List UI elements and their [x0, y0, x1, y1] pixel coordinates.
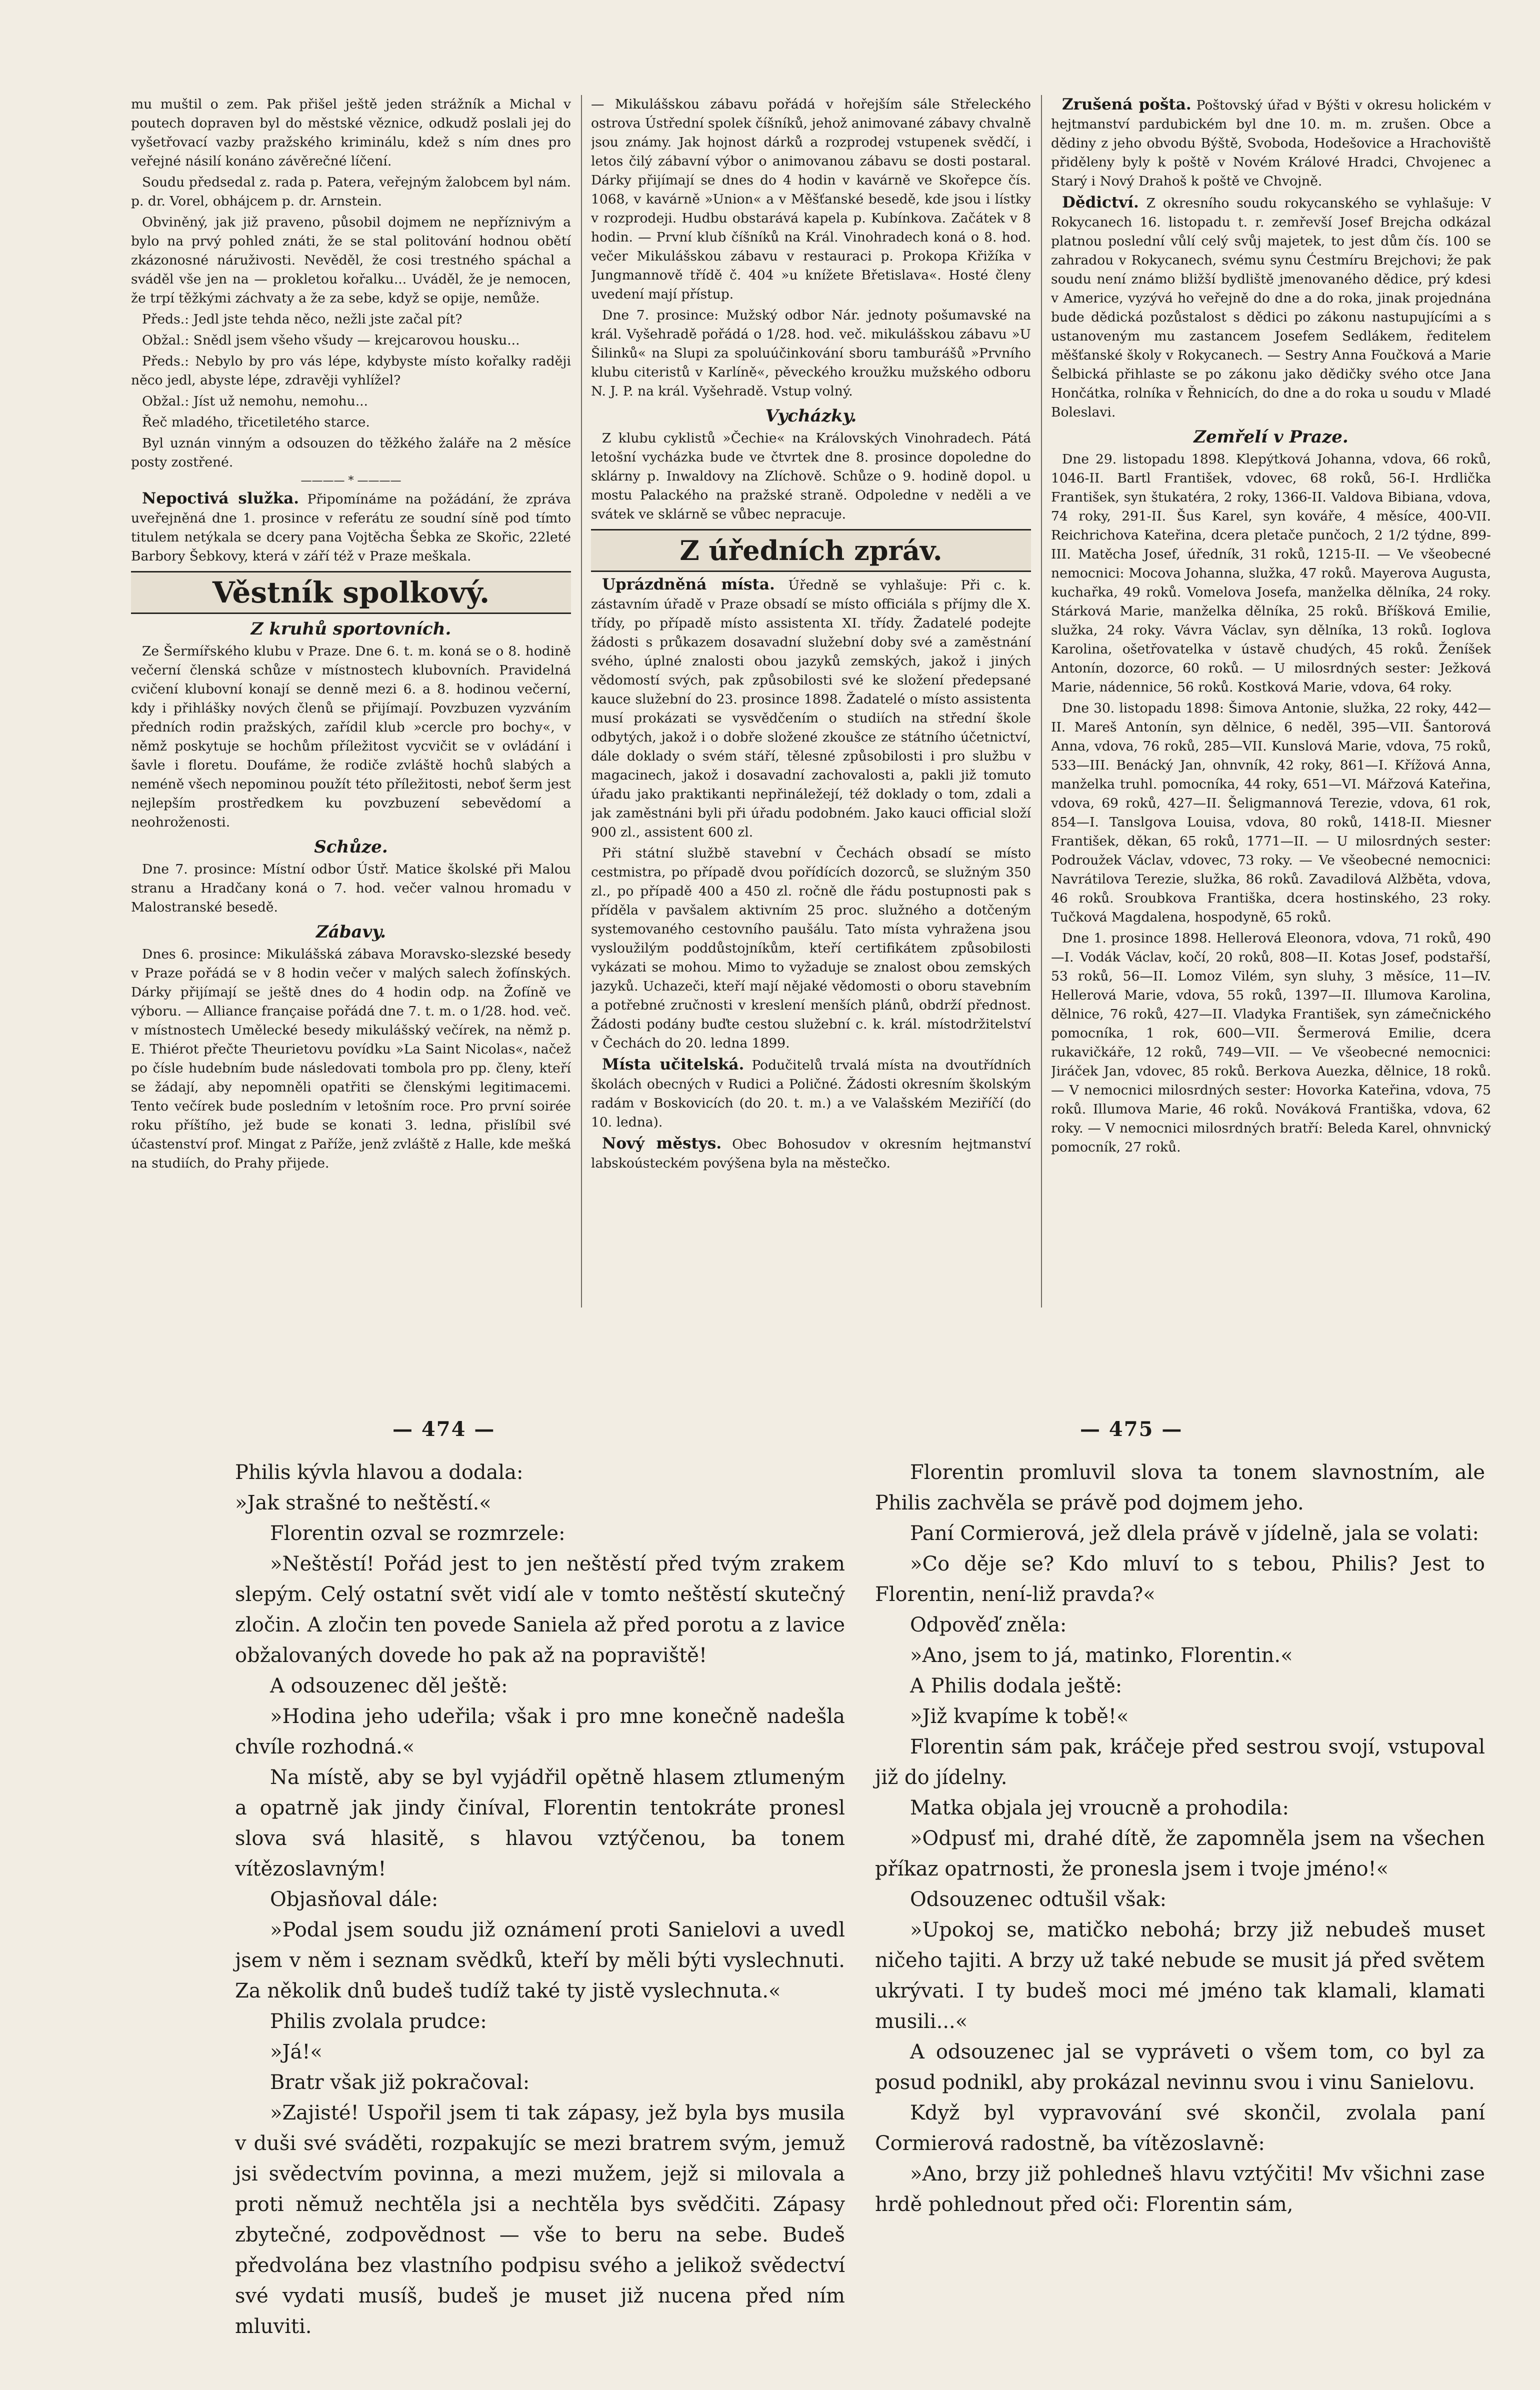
subsection-heading: Schůze. [314, 837, 388, 857]
novel-paragraph: Odsouzenec odtušil však: [910, 1888, 1167, 1911]
article-text: Ze Šermířského klubu v Praze. Dne 6. t. m. koná se o 8. hodině večerní členská schůze v místnostech klubovních. Pravidelná cvičení klubovní konají se denně mezi 6. a 8. hodinou večerní, kdy i přihlášky nových členů se přijímají. Povzbuzen vyzváním předních rodin pražských, zařídil klub »cercle pro bochy«, v němž poskytuje se hochům příležitost vycvičit se v ovládání i šavle i floretu. Doufáme, že rodiče zvláště hochů slabých a neméně všech nepominou použít této příležitosti, neboť šerm jest nejlepším prostředkem ku povzbuzení sebevědomí a neohroženosti. [131, 644, 571, 830]
novel-paragraph: Paní Cormierová, jež dlela právě v jídelně, jala se volati: [910, 1522, 1479, 1545]
obituary-list: Dne 1. prosince 1898. Hellerová Eleonora, vdova, 71 roků, 490—I. Vodák Václav, kočí, 20 roků, 808—II. Kotas Josef, podstařší, 53 roků, 56—II. Lomoz Vilém, syn sluhy, 3 měsíce, 11—IV. Hellerová Marie, vdova, 55 roků, 1397—II. Illumova Karolina, dělnice, 76 roků, 427—II. Vladyka František, syn zámečnického pomocníka, 1 rok, 600—VII. Šermerová Emilie, dcera rukavičkáře, 12 roků, 749—VII. — Ve všeobecné nemocnici: Jiráček Jan, vdovec, 85 roků. Berkova Auezka, dělnice, 18 roků. — V nemocnici milosrdných sester: Hovorka Kateřina, vdova, 75 roků. Illumova Marie, 46 roků. Nováková Františka, vdova, 62 roky. — V nemocnici milosrdných bratří: Beleda Karel, ohnvnický pomocník, 27 roků. [1051, 930, 1491, 1155]
court-report-text: Byl uznán vinným a odsouzen do těžkého žaláře na 2 měsíce posty zostřené. [131, 436, 571, 470]
article-text: Úředně se vyhlašuje: Při c. k. zástavním úřadě v Praze obsadí se místo officiála s příjmy dle X. třídy, po případě místo assistenta XI. třídy. Žadatelé podejte žádosti s průkazem dosavadní služební doby své a zaměstnání svého, úplné znalosti obou jazyků zemských, jakož i jiných vědomostí svých, pak způsobilosti své ke složení předepsané kauce služební do 23. prosince 1898. Žadatelé o místo assistenta musí prokázati se vysvědčením o studiích na střední škole odbytých, jakož i o dobře složené zkoušce ze státního účetnictví, dále doklady o svém stáří, tělesné způsobilosti i pro službu v magacinech, jakož i dosavadní zachovalosti a, pakli již tomuto úřadu jako praktikanti nepřináležejí, též doklady o tom, zdali a jak zaměstnáni byli při úřadu podobném. Jako kauci official složí 900 zl., assistent 600 zl. [591, 578, 1031, 840]
article-text: Poštovský úřad v Býšti v okresu holickém v hejtmanství pardubickém byl dne 10. m. m. zrušen. Obce a dědiny z jeho obvodu Býště, Svoboda, Hodešovice a Hrachoviště přiděleny byly k poště v Novém Králové Hradci, Chvojenec a Starý i Nový Drahoš k poště ve Chvojně. [1051, 98, 1491, 189]
article-text: Dnes 6. prosince: Mikulášská zábava Moravsko-slezské besedy v Praze pořádá se v 8 hodin večer v malých salech žofínských. Dárky přijímají se ještě dnes do 4 hodin odp. na Žofíně ve výboru. — Alliance française pořádá dne 7. t. m. o 1/28. hod. več. v místnostech Umělecké besedy mikulášský večírek, na němž p. E. Thiérot přečte Theurietovu povídku »La Saint Nicolas«, načež po čísle hudebním bude následovati tombola pro pp. členy, kteří se žádají, aby nepomněli opatřiti se členskými legitimacemi. Tento večírek bude posledním v letošním roce. Pro první soirée roku příštího, jež bude se konati 3. ledna, přislíbil své účastenství prof. Mingat z Paříže, jenž zvláště z Halle, kde mešká na studiích, do Prahy přijede. [131, 946, 571, 1171]
novel-paragraph: Florentin promluvil slova ta tonem slavnostním, ale Philis zachvěla se právě pod dojmem jeho. [875, 1461, 1485, 1514]
novel-paragraph: »Hodina jeho udeřila; však i pro mne konečně nadešla chvíle rozhodná.« [235, 1705, 845, 1758]
court-report-text: Řeč mladého, třicetiletého starce. [142, 414, 370, 430]
novel-paragraph: Když byl vypravování své skončil, zvolala paní Cormierová radostně, ba vítězoslavně: [875, 2102, 1485, 2155]
article-text: Z klubu cyklistů »Čechie« na Královských Vinohradech. Pátá letošní vycházka bude ve čtvrtek dne 8. prosince dopoledne do sklárny p. Inwaldovy na Zlíchově. Schůze o 9. hodině dopol. u mostu Palackého na pražské straně. Odpoledne v neděli a ve svátek ve sklárně se vůbec nepracuje. [591, 430, 1031, 522]
novel-paragraph: »Upokoj se, matičko nebohá; brzy již nebudeš muset ničeho tajiti. A brzy už také nebude se musit já před světem ukrývati. I ty budeš moci mé jméno tak klamali, klamati musili...« [875, 1918, 1485, 2033]
novel-paragraph: »Ano, jsem to já, matinko, Florentin.« [910, 1644, 1293, 1667]
subsection-heading: Zábavy. [316, 922, 386, 942]
court-report-text: mu muštil o zem. Pak přišel ještě jeden strážník a Michal v poutech dopraven byl do městské věznice, odkudž poslali jej do vyšetřovací vazby pražského kriminálu, kdež s ním dnes pro veřejné násilí konáno závěrečné líčení. [131, 96, 571, 169]
article-heading: Nepoctivá služka. [142, 490, 300, 508]
article-text: — Mikulášskou zábavu pořádá v hořejším sále Střeleckého ostrova Ústřední spolek číšníků, jehož animované zábavy chvalně jsou známy. Jak hojnost dárků a rozprodej vstupenek svědčí, i letos čilý zábavní výbor o animovanou zábavu se dosti postaral. Dárky přijímají se dnes do 4 hodin v kavárně ve Skořepce čís. 1068, v kavárně »Union« a v Měšťanské besedě, kde jsou i lístky v rozprodeji. Hudbu obstarává kapela p. Kubínkova. Začátek v 8 hodin. — První klub číšníků na Král. Vinohradech koná o 8. hod. večer Mikulášskou zábavu v restauraci p. Prokopa Křižíka v Jungmannově třídě č. 404 »u knížete Břetislava«. Hosté členy uvedení mají přístup. [591, 96, 1031, 302]
novel-paragraph: Matka objala jej vroucně a prohodila: [910, 1796, 1290, 1820]
novel-paragraph: »Již kvapíme k tobě!« [910, 1705, 1129, 1728]
subsection-heading: Z kruhů sportovních. [250, 619, 452, 639]
novel-paragraph: Bratr však již pokračoval: [270, 2071, 530, 2094]
novel-paragraph: »Ano, brzy již pohledneš hlavu vztýčiti! Mv všichni zase hrdě pohlednout před oči: Florentin sám, [875, 2162, 1485, 2216]
court-report-text: Předs.: Nebylo by pro vás lépe, kdybyste místo kořalky raději něco jedl, abyste lépe, zdravěji vyhlížel? [131, 354, 571, 388]
page-number-right: — 475 — [1080, 1418, 1183, 1441]
novel-paragraph: »Co děje se? Kdo mluví to s tebou, Philis? Jest to Florentin, není-liž pravda?« [875, 1552, 1485, 1606]
novel-paragraph: Philis kývla hlavou a dodala: [235, 1461, 524, 1484]
court-report-text: Obžal.: Jíst už nemohu, nemohu... [142, 394, 368, 409]
obituary-list: Dne 29. listopadu 1898. Klepýtková Johanna, vdova, 66 roků, 1046-II. Bartl František, vdovec, 68 roků, 56-I. Hrdlička František, syn štukatéra, 2 roky, 1366-II. Valdova Bibiana, vdova, 74 roky, 291-II. Šus Karel, syn kováře, 4 měsíce, 400-VII. Reichrichova Kateřina, dcera pletače punčoch, 2 1/2 týdne, 899-III. Matěcha Josef, úředník, 31 roků, 1215-II. — Ve všeobecné nemocnici: Mocova Johanna, služka, 47 roků. Mayerova Augusta, kuchařka, 49 roků. Vomelova Josefa, manželka dělníka, 24 roky. Stárková Marie, manželka dělníka, 25 roků. Bříšková Emilie, služka, 24 roky. Vávra Václav, syn dělníka, 13 roků. Ioglova Karolina, ošetřovatelka v ústavě chudých, 45 roků. Ženíšek Antonín, dozorce, 60 roků. — U milosrdných sester: Ježková Marie, nádennice, 56 roků. Kostková Marie, vdova, 64 roky. [1051, 452, 1491, 695]
article-text: Z okresního soudu rokycanského se vyhlašuje: V Rokycanech 16. listopadu t. r. zemřevší Josef Brejcha odkázal platnou poslední vůlí celý svůj majetek, to jest dům čís. 100 se zahradou v Rokycanech, svému synu Ćestmíru Brejchovi; že pak soudu není známo bližší bydliště jmenovaného dědice, prý kdesi v Americe, vyzývá ho veřejně do dne a do roka, jinak projednána bude dědická pozůstalost s dědici po zákonu nastupujícími a s ustanoveným mu zastancem Josefem Sedlákem, ředitelem měšťanské školy v Rokycanech. — Sestry Anna Foučková a Marie Šelbická přihlaste se po zákonu jako dědičky svého otce Jana Hončátka, rolníka v Řehnicích, do dne a do roka u soudu v Mladé Boleslavi. [1051, 196, 1491, 420]
article-heading: Dědictví. [1062, 194, 1139, 212]
novel-paragraph: Na místě, aby se byl vyjádřil opětně hlasem ztlumeným a opatrně jak jindy činíval, Florentin tentokráte pronesl slova svá hlasitě, s hlavou vztýčenou, ba tonem vítězoslavným! [235, 1766, 845, 1880]
article-text: Obec Bohosudov v okresním hejtmanství labskoústeckém povýšena byla na městečko. [591, 1136, 1031, 1171]
section-heading: Z úředních zpráv. [591, 529, 1031, 572]
novel-paragraph: »Podal jsem soudu již oznámení proti Sanielovi a uvedl jsem v něm i seznam svědků, kteří by měli býti vyslechnuti. Za několik dnů budeš tudíž také ty jistě vyslechnuta.« [235, 1918, 845, 2002]
article-text: Podučitelů trvalá místa na dvoutřídních školách obecných v Rudici a Poličné. Žádosti okresním školským radám v Boskovicích (do 20. t. m.) a ve Valašském Meziříčí (do 10. ledna). [591, 1058, 1031, 1130]
section-heading: Věstník spolkový. [131, 571, 571, 614]
article-text: Při státní službě stavební v Čechách obsadí se místo cestmistra, po případě dvou pořídících dozorců, se služným 350 zl., po případě 400 a 450 zl. ročně dle řádu postupnosti pak s příděla v pavšalem aktivním 25 proc. služného a dotčeným systemovaného cestovního paušálu. Tato místa vyhražena jsou vysloužilým poddůstojníkům, kteří certifikátem způsobilosti vykázati se mohou. Mimo to vyžaduje se znalost obou zemských jazyků. Uchazeči, kteří mají nějaké vědomosti o oboru stavebním a potřebné zručnosti v kreslení menších plánů, obdrží přednost. Žádosti podány buďte cestou služební c. k. král. místodržitelství v Čechách do 20. ledna 1899. [591, 846, 1031, 1051]
article-heading: Zrušená pošta. [1062, 96, 1192, 114]
novel-paragraph: Objasňoval dále: [270, 1888, 438, 1911]
separator: ———— * ———— [300, 474, 402, 487]
subsection-heading: Zemřelí v Praze. [1194, 427, 1348, 447]
court-report-text: Obviněný, jak již praveno, působil dojmem ne nepříznivým a bylo na prvý pohled znáti, že se stal politování hodnou obětí zkázonosné náruživosti. Nevěděl, že cosi trestného spáchal a sváděl vše jen na — prokletou kořalku... Uváděl, že je nemocen, že trpí těžkými záchvaty a že za sebe, když se opije, nemůže. [131, 214, 571, 306]
novel-page-right [875, 1458, 1485, 2220]
novel-paragraph: »Zajisté! Uspořil jsem ti tak zápasy, jež byla bys musila v duši své sváděti, rozpakujíc se mezi bratrem svým, jemuž jsi svědectvím povinna, a mezi mužem, jejž si milovala a proti němuž nechtěla jsi a nechtěla bys svědčiti. Zápasy zbytečné, zodpovědnost — vše to beru na sebe. Budeš předvolána bez vlastního podpisu svého a jelikož svědectví své vydati musíš, budeš je muset již nucena před ním mluviti. [235, 2102, 845, 2338]
novel-paragraph: »Neštěstí! Pořád jest to jen neštěstí před tvým zrakem slepým. Celý ostatní svět vidí ale v tomto neštěstí skutečný zločin. A zločin ten povede Saniela až před porotu a z lavice obžalovaných dovede ho pak až na popraviště! [235, 1552, 845, 1667]
newspaper-section [131, 95, 1491, 1310]
obituary-list: Dne 30. listopadu 1898: Šimova Antonie, služka, 22 roky, 442—II. Mareš Antonín, syn dělnice, 6 neděl, 395—VII. Šantorová Anna, vdova, 76 roků, 285—VII. Kunslová Marie, vdova, 75 roků, 533—III. Benácký Jan, ohnvník, 42 roky, 861—I. Křížová Anna, manželka truhl. pomocníka, 44 roky, 651—VI. Mářzová Kateřina, vdova, 69 roků, 427—II. Šeligmannová Terezie, vdova, 61 rok, 854—I. Tanslgova Louisa, vdova, 80 roků, 1418-II. Miesner František, děkan, 65 roků, 1771—II. — U milosrdných sester: Podroužek Václav, vdovec, 73 roky. — Ve všeobecné nemocnici: Navrátilova Terezie, služka, 86 roků. Zavadilová Alžběta, vdova, 46 roků. Sroubkova Františka, dcera hostinského, 23 roky. Tučková Magdalena, hospodyně, 65 roků. [1051, 700, 1491, 925]
novel-paragraph: »Já!« [270, 2040, 322, 2064]
article-text: Dne 7. prosince: Mužský odbor Nár. jednoty pošumavské na král. Vyšehradě pořádá o 1/28. hod. več. mikulášskou zábavu »U Šilinků« na Slupi za spoluúčinkování sboru tamburášů »Prvního klubu citeristů v Karlíně«, pěveckého kroužku mužského odboru N. J. P. na král. Vyšehradě. Vstup volný. [591, 308, 1031, 399]
novel-paragraph: Odpověď zněla: [910, 1614, 1067, 1636]
article-text: Připomínáme na požádání, že zpráva uveřejněná dne 1. prosince v referátu ze soudní síně pod tímto titulem netýkala se dcery pana Vojtěcha Šebka ze Skořic, 22leté Barbory Šebkovy, která v září též v Praze meškala. [131, 492, 571, 564]
novel-paragraph: »Jak strašné to neštěstí.« [235, 1492, 492, 1514]
column-1 [131, 95, 571, 1310]
page-number-left: — 474 — [392, 1418, 496, 1441]
article-text: Dne 7. prosince: Místní odbor Ústř. Matice školské při Malou stranu a Hradčany koná o 7. hod. večer valnou hromadu v Malostranské besedě. [131, 862, 571, 915]
column-3 [1051, 95, 1491, 1310]
court-report-text: Soudu předsedal z. rada p. Patera, veřejným žalobcem byl nám. p. dr. Vorel, obhájcem p. dr. Arnstein. [131, 174, 571, 209]
novel-paragraph: Florentin ozval se rozmrzele: [270, 1522, 566, 1545]
court-report-text: Obžal.: Snědl jsem všeho všudy — krejcarovou housku... [142, 332, 520, 348]
novel-page-left [235, 1458, 845, 2342]
novel-paragraph: »Odpusť mi, drahé dítě, že zapomněla jsem na všechen příkaz opatrnosti, že pronesla jsem i tvoje jméno!« [875, 1827, 1485, 1880]
subsection-heading: Vycházky. [765, 406, 857, 426]
court-report-text: Předs.: Jedl jste tehda něco, nežli jste začal pít? [142, 312, 462, 327]
article-heading: Nový městys. [602, 1134, 722, 1152]
article-heading: Místa učitelská. [602, 1056, 744, 1074]
novel-paragraph: A Philis dodala ještě: [910, 1674, 1122, 1698]
novel-paragraph: A odsouzenec jal se vypráveti o všem tom, co byl za posud podnikl, aby prokázal nevinnu svou i vinu Sanielovu. [875, 2040, 1485, 2094]
novel-paragraph: Philis zvolala prudce: [270, 2010, 487, 2033]
novel-paragraph: Florentin sám pak, kráčeje před sestrou svojí, vstupoval již do jídelny. [875, 1736, 1485, 1789]
article-heading: Uprázdněná místa. [602, 576, 775, 594]
novel-paragraph: A odsouzenec děl ještě: [270, 1674, 508, 1698]
column-2 [591, 95, 1031, 1310]
